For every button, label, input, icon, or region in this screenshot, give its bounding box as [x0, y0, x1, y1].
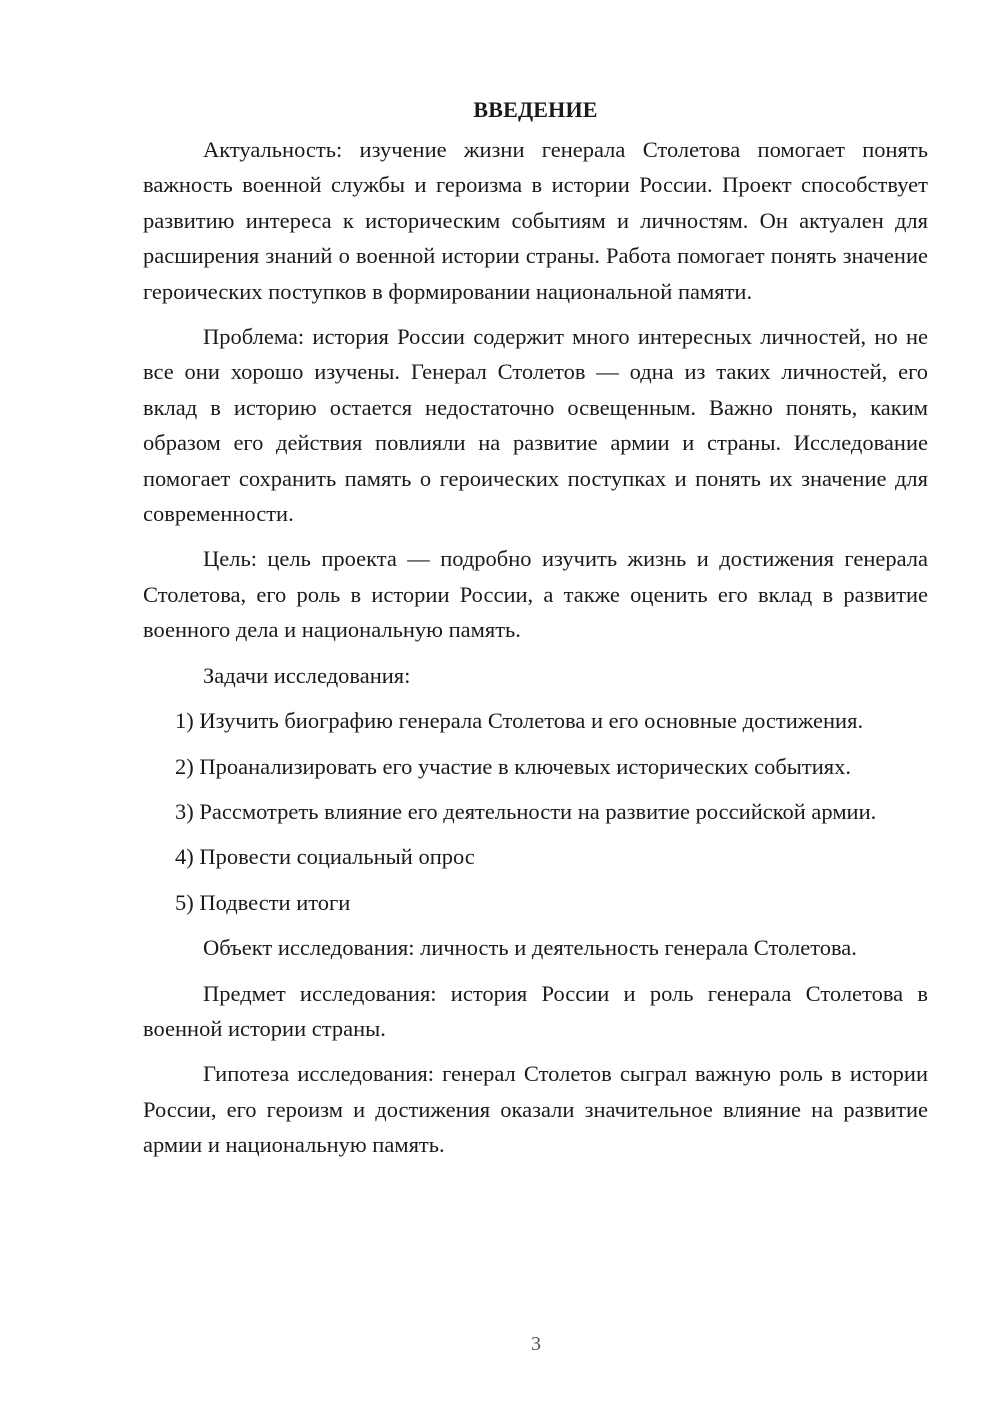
list-item-task-3: 3) Рассмотреть влияние его деятельности на развитие российской армии.: [175, 798, 877, 824]
paragraph-hypothesis: Гипотеза исследования: генерал Столетов сыграл важную роль в истории России, его героизм и достижения оказали значительное влияние на развитие армии и национальную память.: [143, 1061, 928, 1158]
page-title: ВВЕДЕНИЕ: [473, 97, 598, 122]
list-item-task-2: 2) Проанализировать его участие в ключевых исторических событиях.: [175, 753, 852, 779]
paragraph-subject: Предмет исследования: история России и роль генерала Столетова в военной истории страны.: [143, 980, 928, 1041]
list-item-task-4: 4) Провести социальный опрос: [175, 844, 475, 870]
tasks-title: Задачи исследования:: [203, 662, 411, 688]
tasks-list: [143, 703, 928, 920]
paragraph-goal: Цель: цель проекта — подробно изучить жизнь и достижения генерала Столетова, его роль в истории России, а также оценить его вклад в развитие военного дела и национальную память.: [143, 546, 928, 643]
paragraph-problem: Проблема: история России содержит много интересных личностей, но не все они хорошо изучены. Генерал Столетов — одна из таких личностей, его вклад в историю остается недостаточно освещенным. Важно понять, каким образом его действия повлияли на развитие армии и страны. Исследование помогает сохранить память о героических поступках и понять их значение для современности.: [143, 324, 928, 527]
list-item-task-1: 1) Изучить биографию генерала Столетова и его основные достижения.: [175, 708, 864, 734]
paragraph-object: Объект исследования: личность и деятельность генерала Столетова.: [203, 935, 857, 961]
page-number: 3: [531, 1333, 541, 1355]
paragraph-relevance: Актуальность: изучение жизни генерала Столетова помогает понять важность военной службы и героизма в истории России. Проект способствует развитию интереса к историческим событиям и личностям. Он актуален для расширения знаний о военной истории страны. Работа помогает понять значение героических поступков в формировании национальной памяти.: [143, 137, 928, 304]
document-body: [143, 92, 928, 1173]
list-item-task-5: 5) Подвести итоги: [175, 889, 351, 915]
